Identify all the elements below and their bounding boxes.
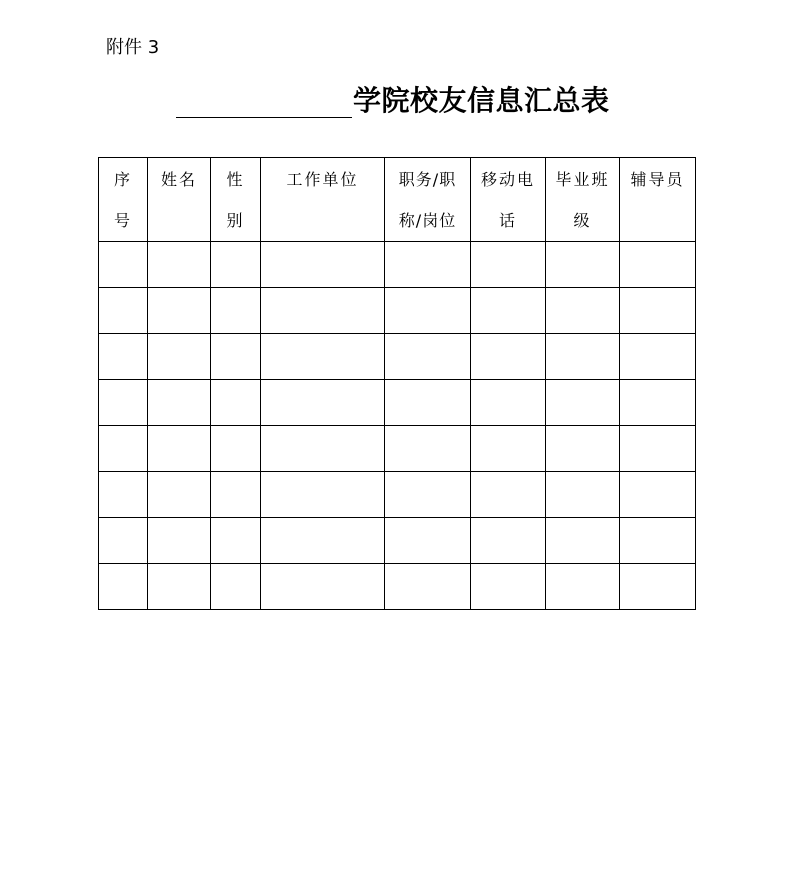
table-cell[interactable] xyxy=(471,380,546,426)
table-cell[interactable] xyxy=(546,472,620,518)
table-row xyxy=(99,380,696,426)
table-cell[interactable] xyxy=(385,380,471,426)
table-cell[interactable] xyxy=(546,518,620,564)
table-cell[interactable] xyxy=(211,380,261,426)
header-serial-number: 序 号 xyxy=(99,158,148,242)
table-row xyxy=(99,518,696,564)
table-cell[interactable] xyxy=(546,380,620,426)
document-title xyxy=(176,78,610,118)
table-cell[interactable] xyxy=(546,564,620,610)
attachment-label: 附件 3 xyxy=(106,37,160,58)
header-counselor: 辅导员 xyxy=(620,158,696,242)
table-cell[interactable] xyxy=(211,242,261,288)
table-cell[interactable] xyxy=(261,288,385,334)
table-cell[interactable] xyxy=(471,518,546,564)
table-cell[interactable] xyxy=(148,288,211,334)
table-cell[interactable] xyxy=(620,380,696,426)
table-cell[interactable] xyxy=(148,426,211,472)
table-cell[interactable] xyxy=(471,426,546,472)
table-cell[interactable] xyxy=(99,242,148,288)
table-cell[interactable] xyxy=(546,426,620,472)
header-employer: 工作单位 xyxy=(261,158,385,242)
table-cell[interactable] xyxy=(261,426,385,472)
table-cell[interactable] xyxy=(211,334,261,380)
alumni-summary-table xyxy=(98,157,696,610)
table-cell[interactable] xyxy=(471,334,546,380)
table-cell[interactable] xyxy=(385,334,471,380)
table-cell[interactable] xyxy=(385,472,471,518)
table-cell[interactable] xyxy=(471,564,546,610)
table-cell[interactable] xyxy=(99,518,148,564)
table-cell[interactable] xyxy=(261,380,385,426)
table-cell[interactable] xyxy=(261,518,385,564)
table-cell[interactable] xyxy=(620,472,696,518)
table-row xyxy=(99,334,696,380)
table-cell[interactable] xyxy=(471,472,546,518)
header-gender: 性 别 xyxy=(211,158,261,242)
table-cell[interactable] xyxy=(620,518,696,564)
table-cell[interactable] xyxy=(385,426,471,472)
table-cell[interactable] xyxy=(261,334,385,380)
table-cell[interactable] xyxy=(148,380,211,426)
table-cell[interactable] xyxy=(99,426,148,472)
table-cell[interactable] xyxy=(620,426,696,472)
table-cell[interactable] xyxy=(99,288,148,334)
table-cell[interactable] xyxy=(148,334,211,380)
table-cell[interactable] xyxy=(471,288,546,334)
table-row xyxy=(99,564,696,610)
table-row xyxy=(99,472,696,518)
table-cell[interactable] xyxy=(261,564,385,610)
table-cell[interactable] xyxy=(211,518,261,564)
table-cell[interactable] xyxy=(620,242,696,288)
header-graduation-class: 毕业班 级 xyxy=(546,158,620,242)
title-fill-in-blank[interactable] xyxy=(176,85,352,118)
table-cell[interactable] xyxy=(385,518,471,564)
table-cell[interactable] xyxy=(471,242,546,288)
table-cell[interactable] xyxy=(211,472,261,518)
table-cell[interactable] xyxy=(546,288,620,334)
table-cell[interactable] xyxy=(546,334,620,380)
table-cell[interactable] xyxy=(148,564,211,610)
table-header-row xyxy=(99,158,696,242)
header-mobile-phone: 移动电 话 xyxy=(471,158,546,242)
table-cell[interactable] xyxy=(385,288,471,334)
table-row xyxy=(99,242,696,288)
table-cell[interactable] xyxy=(148,472,211,518)
table-row xyxy=(99,288,696,334)
title-text: 学院校友信息汇总表 xyxy=(353,84,610,117)
table-cell[interactable] xyxy=(99,334,148,380)
table-cell[interactable] xyxy=(148,518,211,564)
table-cell[interactable] xyxy=(385,242,471,288)
header-name: 姓名 xyxy=(148,158,211,242)
table-cell[interactable] xyxy=(546,242,620,288)
header-position-title: 职务/职 称/岗位 xyxy=(385,158,471,242)
table-cell[interactable] xyxy=(148,242,211,288)
table-cell[interactable] xyxy=(211,564,261,610)
table-row xyxy=(99,426,696,472)
table-cell[interactable] xyxy=(620,334,696,380)
table-cell[interactable] xyxy=(99,472,148,518)
table-cell[interactable] xyxy=(620,564,696,610)
table-cell[interactable] xyxy=(99,564,148,610)
table-cell[interactable] xyxy=(261,242,385,288)
table-cell[interactable] xyxy=(261,472,385,518)
table-cell[interactable] xyxy=(620,288,696,334)
table-cell[interactable] xyxy=(211,426,261,472)
table-cell[interactable] xyxy=(99,380,148,426)
table-cell[interactable] xyxy=(385,564,471,610)
table-cell[interactable] xyxy=(211,288,261,334)
